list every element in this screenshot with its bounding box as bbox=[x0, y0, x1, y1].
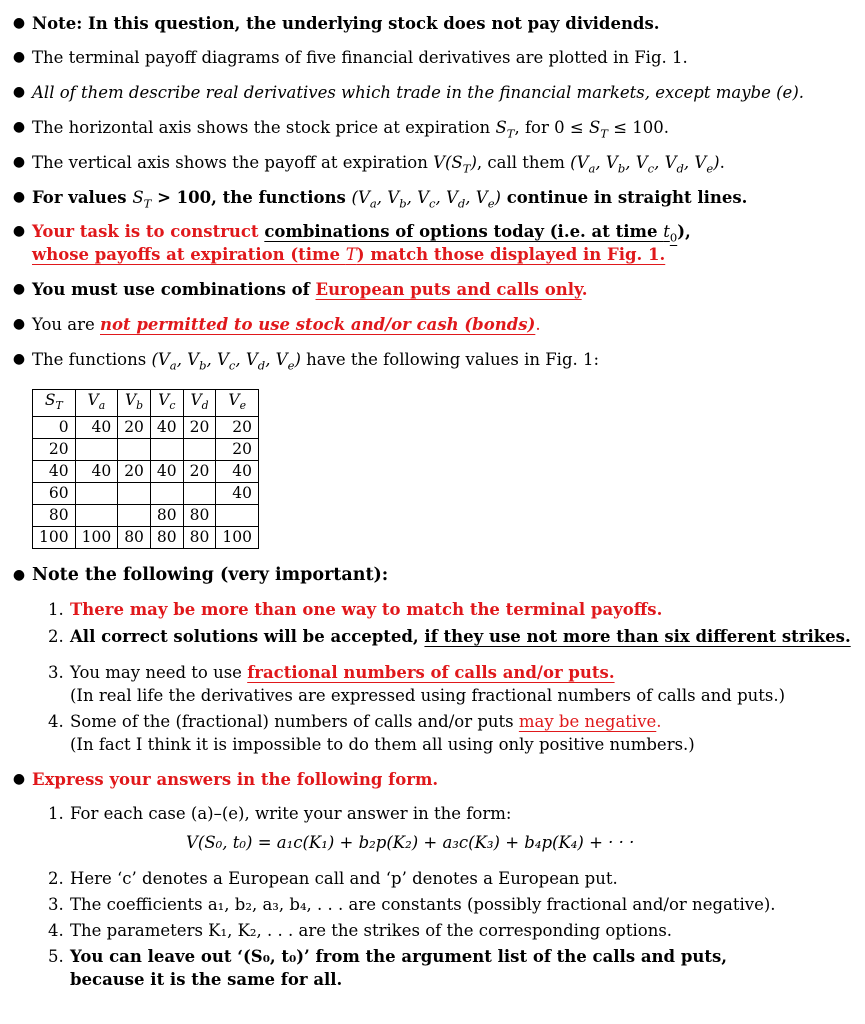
item-text-line2: because it is the same for all. bbox=[70, 970, 343, 989]
cell-stock-price: 20 bbox=[33, 439, 76, 461]
cell-payoff: 20 bbox=[118, 417, 151, 439]
item-text: The parameters K₁, K₂, . . . are the strikes of the corresponding options. bbox=[70, 921, 673, 940]
bullet-dot: ● bbox=[12, 351, 26, 367]
item-text-line2: (In fact I think it is impossible to do them all using only positive numbers.) bbox=[70, 735, 695, 754]
header-Va: $V_a$ bbox=[75, 390, 118, 417]
cell-payoff bbox=[75, 483, 118, 505]
cell-payoff: 80 bbox=[118, 527, 151, 549]
cell-stock-price: 80 bbox=[33, 505, 76, 527]
table-row bbox=[33, 439, 259, 461]
bullet-text: All of them describe real derivatives which trade in the financial markets, except maybe (e). bbox=[32, 83, 805, 102]
bullet-dot: ● bbox=[12, 771, 26, 787]
cell-payoff: 40 bbox=[75, 461, 118, 483]
cell-payoff: 20 bbox=[183, 461, 216, 483]
express-item-5 bbox=[48, 945, 858, 991]
bullet-dot: ● bbox=[12, 49, 26, 65]
answer-formula: V(S₀, t₀) = a₁c(K₁) + b₂p(K₂) + a₃c(K₃) + b₄p(K₄) + · · · bbox=[186, 833, 635, 852]
note-item-3 bbox=[48, 661, 858, 707]
header-Ve: $V_e$ bbox=[216, 390, 259, 417]
table-row bbox=[33, 505, 259, 527]
table-row bbox=[33, 483, 259, 505]
cell-payoff bbox=[183, 439, 216, 461]
bullet-dot: ● bbox=[12, 154, 26, 170]
bullet-dot: ● bbox=[12, 316, 26, 332]
cell-payoff bbox=[75, 439, 118, 461]
cell-payoff bbox=[150, 439, 183, 461]
bullet-dot: ● bbox=[12, 84, 26, 100]
item-text: Here ‘c’ denotes a European call and ‘p’ denotes a European put. bbox=[70, 869, 618, 888]
payoff-values-table bbox=[32, 389, 259, 549]
table-row bbox=[33, 527, 259, 549]
item-text: Some of the (fractional) numbers of calls and/or puts may be negative. bbox=[70, 712, 662, 731]
cell-payoff bbox=[75, 505, 118, 527]
item-text: There may be more than one way to match the terminal payoffs. bbox=[70, 600, 663, 619]
cell-payoff bbox=[118, 483, 151, 505]
cell-payoff bbox=[183, 483, 216, 505]
bullet-task bbox=[12, 220, 860, 266]
header-ST: $S_T$ bbox=[33, 390, 76, 417]
bullet-dot: ● bbox=[12, 15, 26, 31]
bullet-text: For values $S_T > 100$, the functions ($V_a$, $V_b$, $V_c$, $V_d$, $V_e$) continue in straight lines. bbox=[32, 188, 748, 211]
item-number: 4. bbox=[48, 921, 64, 940]
bullet-text: The horizontal axis shows the stock price at expiration $S_T$, for $0 \le S_T \le 100$. bbox=[32, 118, 670, 141]
cell-payoff: 40 bbox=[75, 417, 118, 439]
cell-payoff: 40 bbox=[150, 461, 183, 483]
bullet-text: Note: In this question, the underlying stock does not pay dividends. bbox=[32, 14, 660, 33]
item-number: 1. bbox=[48, 804, 64, 823]
cell-payoff: 80 bbox=[183, 527, 216, 549]
cell-payoff: 80 bbox=[183, 505, 216, 527]
cell-payoff: 80 bbox=[150, 505, 183, 527]
item-number: 3. bbox=[48, 663, 64, 682]
bullet-text: Your task is to construct combinations of options today (i.e. at time $t_0$), bbox=[32, 222, 691, 245]
cell-stock-price: 60 bbox=[33, 483, 76, 505]
item-number: 2. bbox=[48, 627, 64, 646]
item-number: 1. bbox=[48, 600, 64, 619]
item-text: All correct solutions will be accepted, if they use not more than six different strikes. bbox=[70, 627, 851, 646]
bullet-text: You are not permitted to use stock and/or cash (bonds). bbox=[32, 315, 541, 334]
cell-payoff: 40 bbox=[216, 461, 259, 483]
header-Vc: $V_c$ bbox=[150, 390, 183, 417]
bullet-text: The vertical axis shows the payoff at expiration $V(S_T)$, call them ($V_a$, $V_b$, $V_c$, $V_d$, $V_e$). bbox=[32, 153, 725, 176]
bullet-dot: ● bbox=[12, 189, 26, 205]
item-text-line2: (In real life the derivatives are expressed using fractional numbers of calls and puts.) bbox=[70, 686, 786, 705]
cell-payoff: 40 bbox=[216, 483, 259, 505]
header-Vb: $V_b$ bbox=[118, 390, 151, 417]
cell-payoff: 20 bbox=[216, 417, 259, 439]
note-item-4 bbox=[48, 710, 858, 756]
bullet-dot: ● bbox=[12, 281, 26, 297]
item-text: You can leave out ‘(S₀, t₀)’ from the argument list of the calls and puts, bbox=[70, 947, 728, 966]
item-number: 2. bbox=[48, 869, 64, 888]
item-text: You may need to use fractional numbers of calls and/or puts. bbox=[70, 663, 615, 682]
cell-payoff bbox=[118, 505, 151, 527]
bullet-text: Express your answers in the following form. bbox=[32, 770, 439, 789]
cell-payoff: 40 bbox=[150, 417, 183, 439]
cell-payoff bbox=[216, 505, 259, 527]
item-number: 3. bbox=[48, 895, 64, 914]
cell-payoff: 100 bbox=[75, 527, 118, 549]
cell-stock-price: 100 bbox=[33, 527, 76, 549]
cell-stock-price: 0 bbox=[33, 417, 76, 439]
cell-payoff bbox=[150, 483, 183, 505]
cell-stock-price: 40 bbox=[33, 461, 76, 483]
bullet-text-line2: whose payoffs at expiration (time T) match those displayed in Fig. 1. bbox=[32, 245, 666, 264]
cell-payoff: 80 bbox=[150, 527, 183, 549]
item-number: 4. bbox=[48, 712, 64, 731]
item-text: For each case (a)–(e), write your answer in the form: bbox=[70, 804, 512, 823]
table-header-row bbox=[33, 390, 259, 417]
bullet-dot: ● bbox=[12, 119, 26, 135]
bullet-dot: ● bbox=[12, 567, 26, 583]
item-text: The coefficients a₁, b₂, a₃, b₄, . . . are constants (possibly fractional and/or negative). bbox=[70, 895, 776, 914]
cell-payoff: 20 bbox=[118, 461, 151, 483]
table-row bbox=[33, 461, 259, 483]
bullet-text: The functions ($V_a$, $V_b$, $V_c$, $V_d$, $V_e$) have the following values in Fig. 1: bbox=[32, 350, 600, 373]
cell-payoff: 20 bbox=[216, 439, 259, 461]
cell-payoff: 20 bbox=[183, 417, 216, 439]
cell-payoff bbox=[118, 439, 151, 461]
bullet-dot: ● bbox=[12, 223, 26, 239]
header-Vd: $V_d$ bbox=[183, 390, 216, 417]
bullet-text: Note the following (very important): bbox=[32, 565, 389, 585]
table-row bbox=[33, 417, 259, 439]
bullet-text: The terminal payoff diagrams of five financial derivatives are plotted in Fig. 1. bbox=[32, 48, 688, 67]
cell-payoff: 100 bbox=[216, 527, 259, 549]
item-number: 5. bbox=[48, 947, 64, 966]
bullet-text: You must use combinations of European puts and calls only. bbox=[32, 280, 588, 299]
